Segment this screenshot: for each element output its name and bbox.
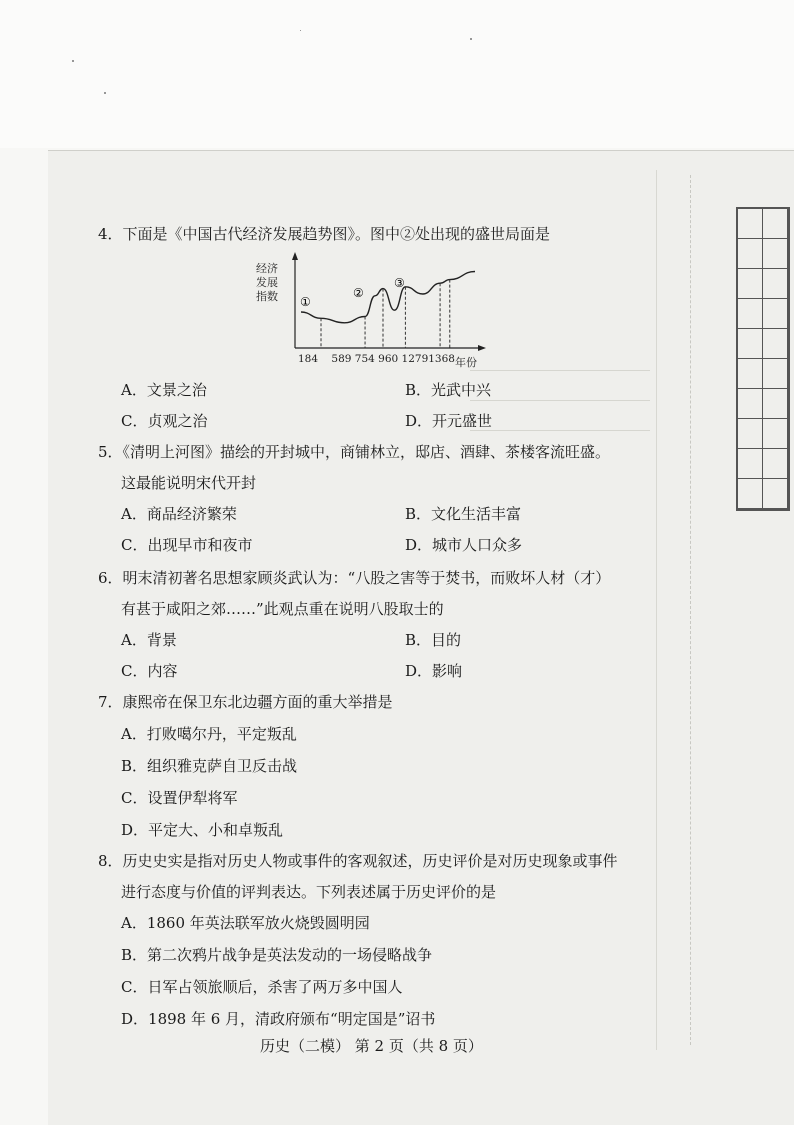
question-7-stem: 7．康熙帝在保卫东北边疆方面的重大举措是 — [98, 693, 393, 711]
scan-speck — [104, 92, 106, 94]
scan-margin-top — [0, 0, 794, 148]
question-5-stem: 5．《清明上河图》描绘的开封城中，商铺林立，邸店、酒肆、茶楼客流旺盛。 — [98, 443, 611, 461]
question-4-option-c[interactable]: C．贞观之治 — [121, 412, 208, 430]
question-6-option-c[interactable]: C．内容 — [121, 662, 178, 680]
question-7-option-c[interactable]: C．设置伊犁将军 — [121, 789, 238, 807]
x-tick-labels: 184 589 754 960 12791368 — [298, 353, 455, 365]
page-footer: 历史（二模） 第 2 页（共 8 页） — [260, 1037, 483, 1055]
question-6-option-a[interactable]: A．背景 — [121, 631, 177, 649]
x-axis-label: 年份 — [455, 356, 477, 369]
question-7-option-b[interactable]: B．组织雅克萨自卫反击战 — [121, 757, 298, 775]
question-8-option-d[interactable]: D．1898 年 6 月，清政府颁布“明定国是”诏书 — [121, 1010, 436, 1028]
side-field — [743, 470, 759, 481]
question-4-stem: 4．下面是《中国古代经济发展趋势图》。图中②处出现的盛世局面是 — [98, 225, 551, 243]
binding-dash-line — [690, 175, 692, 1045]
question-7-option-d[interactable]: D．平定大、小和卓叛乱 — [121, 821, 284, 839]
question-6-option-d[interactable]: D．影响 — [405, 662, 463, 680]
question-5-option-b[interactable]: B．文化生活丰富 — [405, 505, 522, 523]
marker-3: ③ — [394, 276, 405, 290]
economy-trend-chart — [250, 250, 490, 375]
binding-margin — [656, 170, 689, 1050]
bleed-rule — [470, 370, 650, 371]
y-axis-arrow — [292, 252, 298, 260]
svg-text:发展: 发展 — [256, 276, 278, 289]
x-axis-arrow — [478, 345, 486, 351]
question-6-stem-line2: 有甚于咸阳之郊……”此观点重在说明八股取士的 — [121, 600, 444, 618]
score-box-grid — [736, 207, 790, 511]
question-6-option-b[interactable]: B．目的 — [405, 631, 462, 649]
y-axis-label — [256, 261, 278, 303]
scan-speck — [470, 38, 472, 40]
question-4-option-b[interactable]: B．光武中兴 — [405, 381, 492, 399]
question-4-option-a[interactable]: A．文景之治 — [121, 381, 207, 399]
scan-speck — [72, 60, 74, 62]
question-4-option-d[interactable]: D．开元盛世 — [405, 412, 493, 430]
trend-line — [301, 272, 475, 323]
marker-2: ② — [353, 286, 364, 300]
marker-1: ① — [300, 295, 311, 309]
bleed-rule — [470, 400, 650, 401]
question-8-stem: 8．历史史实是指对历史人物或事件的客观叙述，历史评价是对历史现象或事件 — [98, 852, 618, 870]
question-7-option-a[interactable]: A．打败噶尔丹，平定叛乱 — [121, 725, 297, 743]
svg-text:指数: 指数 — [256, 290, 278, 303]
question-8-option-a[interactable]: A．1860 年英法联军放火烧毁圆明园 — [121, 914, 370, 932]
question-8-stem-line2: 进行态度与价值的评判表达。下列表述属于历史评价的是 — [121, 883, 497, 901]
question-5-option-a[interactable]: A．商品经济繁荣 — [121, 505, 237, 523]
scan-speck — [300, 30, 301, 31]
question-5-stem-line2: 这最能说明宋代开封 — [121, 474, 257, 492]
question-5-option-d[interactable]: D．城市人口众多 — [405, 536, 523, 554]
question-8-option-b[interactable]: B．第二次鸦片战争是英法发动的一场侵略战争 — [121, 946, 433, 964]
svg-text:经济: 经济 — [256, 262, 278, 275]
question-6-stem: 6．明末清初著名思想家顾炎武认为：“八股之害等于焚书，而败坏人材（才） — [98, 569, 611, 587]
question-8-option-c[interactable]: C．日军占领旅顺后，杀害了两万多中国人 — [121, 978, 403, 996]
bleed-rule — [470, 430, 650, 431]
question-5-option-c[interactable]: C．出现早市和夜市 — [121, 536, 253, 554]
